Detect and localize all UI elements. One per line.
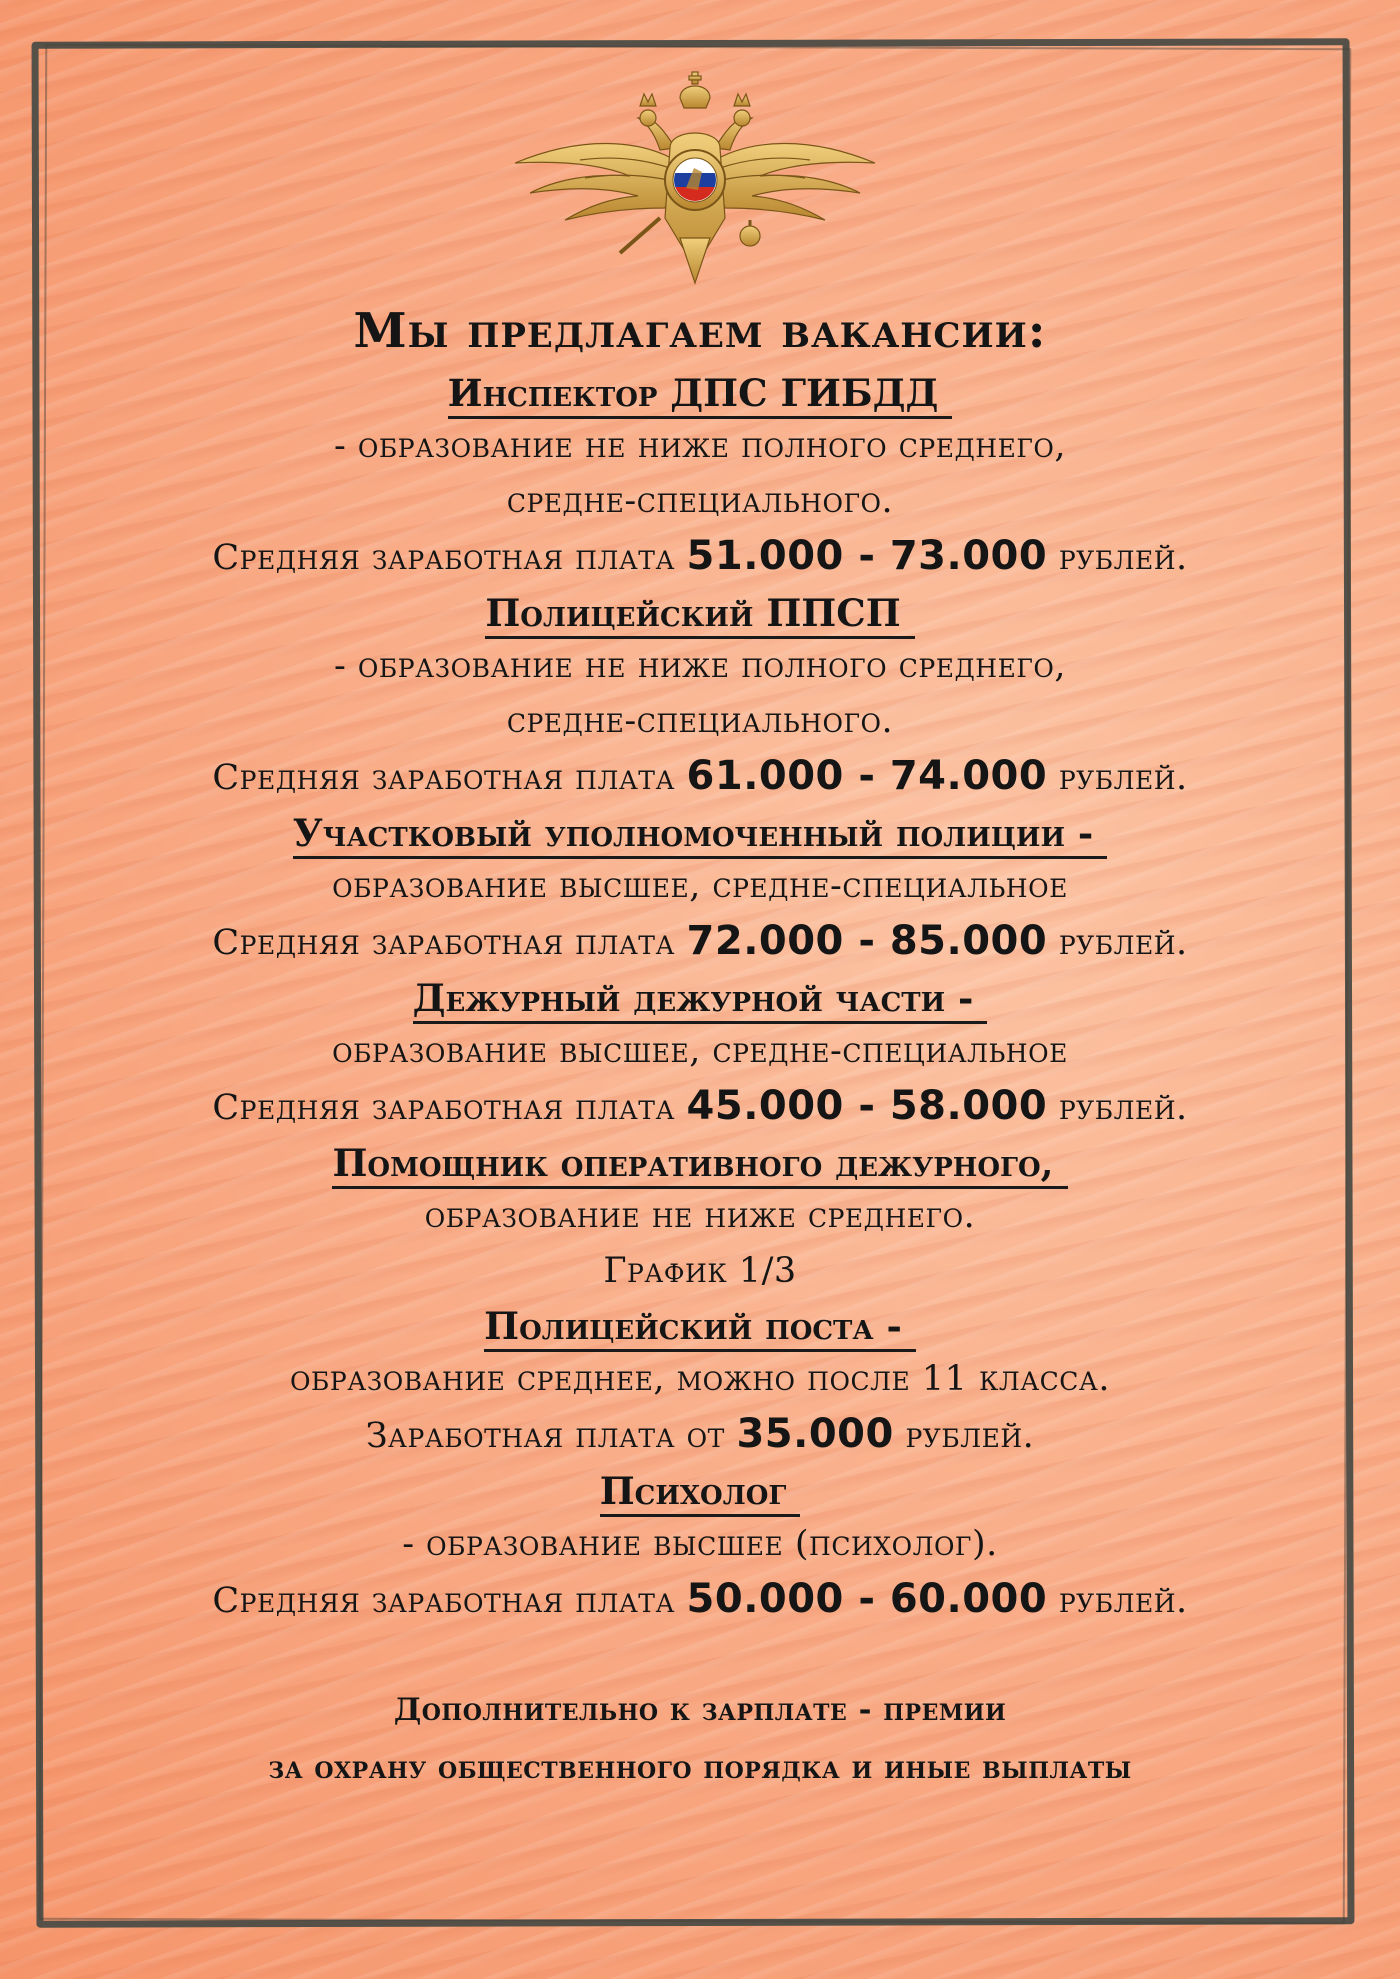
- salary-value: 51.000 - 73.000: [686, 533, 1048, 579]
- salary-suffix: рублей.: [1058, 923, 1188, 963]
- vacancy-title: Полицейский поста -: [484, 1303, 916, 1352]
- salary-prefix: Заработная плата от: [365, 1416, 725, 1456]
- salary-value: 50.000 - 60.000: [686, 1576, 1048, 1622]
- vacancy-title: Психолог: [600, 1468, 801, 1517]
- salary-suffix: рублей.: [905, 1416, 1035, 1456]
- salary-prefix: Средняя заработная плата: [212, 538, 675, 578]
- salary-value: 72.000 - 85.000: [686, 918, 1048, 964]
- left-wing-icon: [515, 143, 680, 220]
- vacancy-requirement: - образование не ниже полного среднего,: [333, 426, 1067, 466]
- salary-suffix: рублей.: [1058, 1088, 1188, 1128]
- vacancy-requirement: образование не ниже среднего.: [424, 1196, 976, 1236]
- vacancy-block: [60, 1299, 1340, 1464]
- salary-suffix: рублей.: [1058, 538, 1188, 578]
- salary-value: 35.000: [736, 1411, 894, 1457]
- footer-line: за охрану общественного порядка и иные выплаты: [268, 1750, 1132, 1786]
- vacancy-block: [60, 806, 1340, 971]
- vacancy-requirement: - образование не ниже полного среднего,: [333, 646, 1067, 686]
- vacancy-salary: [60, 749, 1340, 806]
- vacancy-title: Помощник оперативного дежурного,: [332, 1140, 1067, 1189]
- salary-suffix: рублей.: [1058, 1581, 1188, 1621]
- right-wing-icon: [710, 143, 875, 220]
- vacancy-salary: [60, 1407, 1340, 1464]
- vacancy-title: Дежурный дежурной части -: [413, 975, 988, 1024]
- salary-value: 61.000 - 74.000: [686, 753, 1048, 799]
- vacancy-title: Полицейский ППСП: [485, 590, 914, 639]
- vacancy-salary: [60, 529, 1340, 586]
- salary-prefix: Средняя заработная плата: [212, 758, 675, 798]
- vacancy-requirement: образование высшее, средне-специальное: [332, 1031, 1068, 1071]
- police-eagle-emblem: [510, 68, 880, 288]
- vacancy-requirement: средне-специального.: [506, 481, 894, 521]
- vacancy-requirement: - образование высшее (психолог).: [402, 1524, 998, 1564]
- salary-value: 45.000 - 58.000: [686, 1083, 1048, 1129]
- footer-line: Дополнительно к зарплате - премии: [393, 1692, 1007, 1728]
- salary-prefix: Средняя заработная плата: [212, 1581, 675, 1621]
- vacancy-block: [60, 1136, 1340, 1299]
- vacancy-block: [60, 1464, 1340, 1629]
- vacancy-title: Участковый уполномоченный полиции -: [293, 810, 1108, 859]
- vacancy-salary: [60, 1079, 1340, 1136]
- vacancy-schedule: График 1/3: [603, 1251, 797, 1291]
- poster-content: [60, 300, 1340, 1797]
- salary-prefix: Средняя заработная плата: [212, 923, 675, 963]
- vacancy-title: Инспектор ДПС ГИБДД: [448, 370, 953, 419]
- vacancy-block: [60, 586, 1340, 806]
- poster-title: Мы предлагаем вакансии:: [353, 303, 1047, 359]
- vacancy-block: [60, 971, 1340, 1136]
- salary-prefix: Средняя заработная плата: [212, 1088, 675, 1128]
- vacancy-block: [60, 366, 1340, 586]
- vacancy-salary: [60, 914, 1340, 971]
- vacancy-requirement: средне-специального.: [506, 701, 894, 741]
- salary-suffix: рублей.: [1058, 758, 1188, 798]
- vacancy-requirement: образование высшее, средне-специальное: [332, 866, 1068, 906]
- vacancy-requirement: образование среднее, можно после 11 класса.: [290, 1359, 1110, 1399]
- footer-note: [60, 1681, 1340, 1797]
- vacancy-salary: [60, 1572, 1340, 1629]
